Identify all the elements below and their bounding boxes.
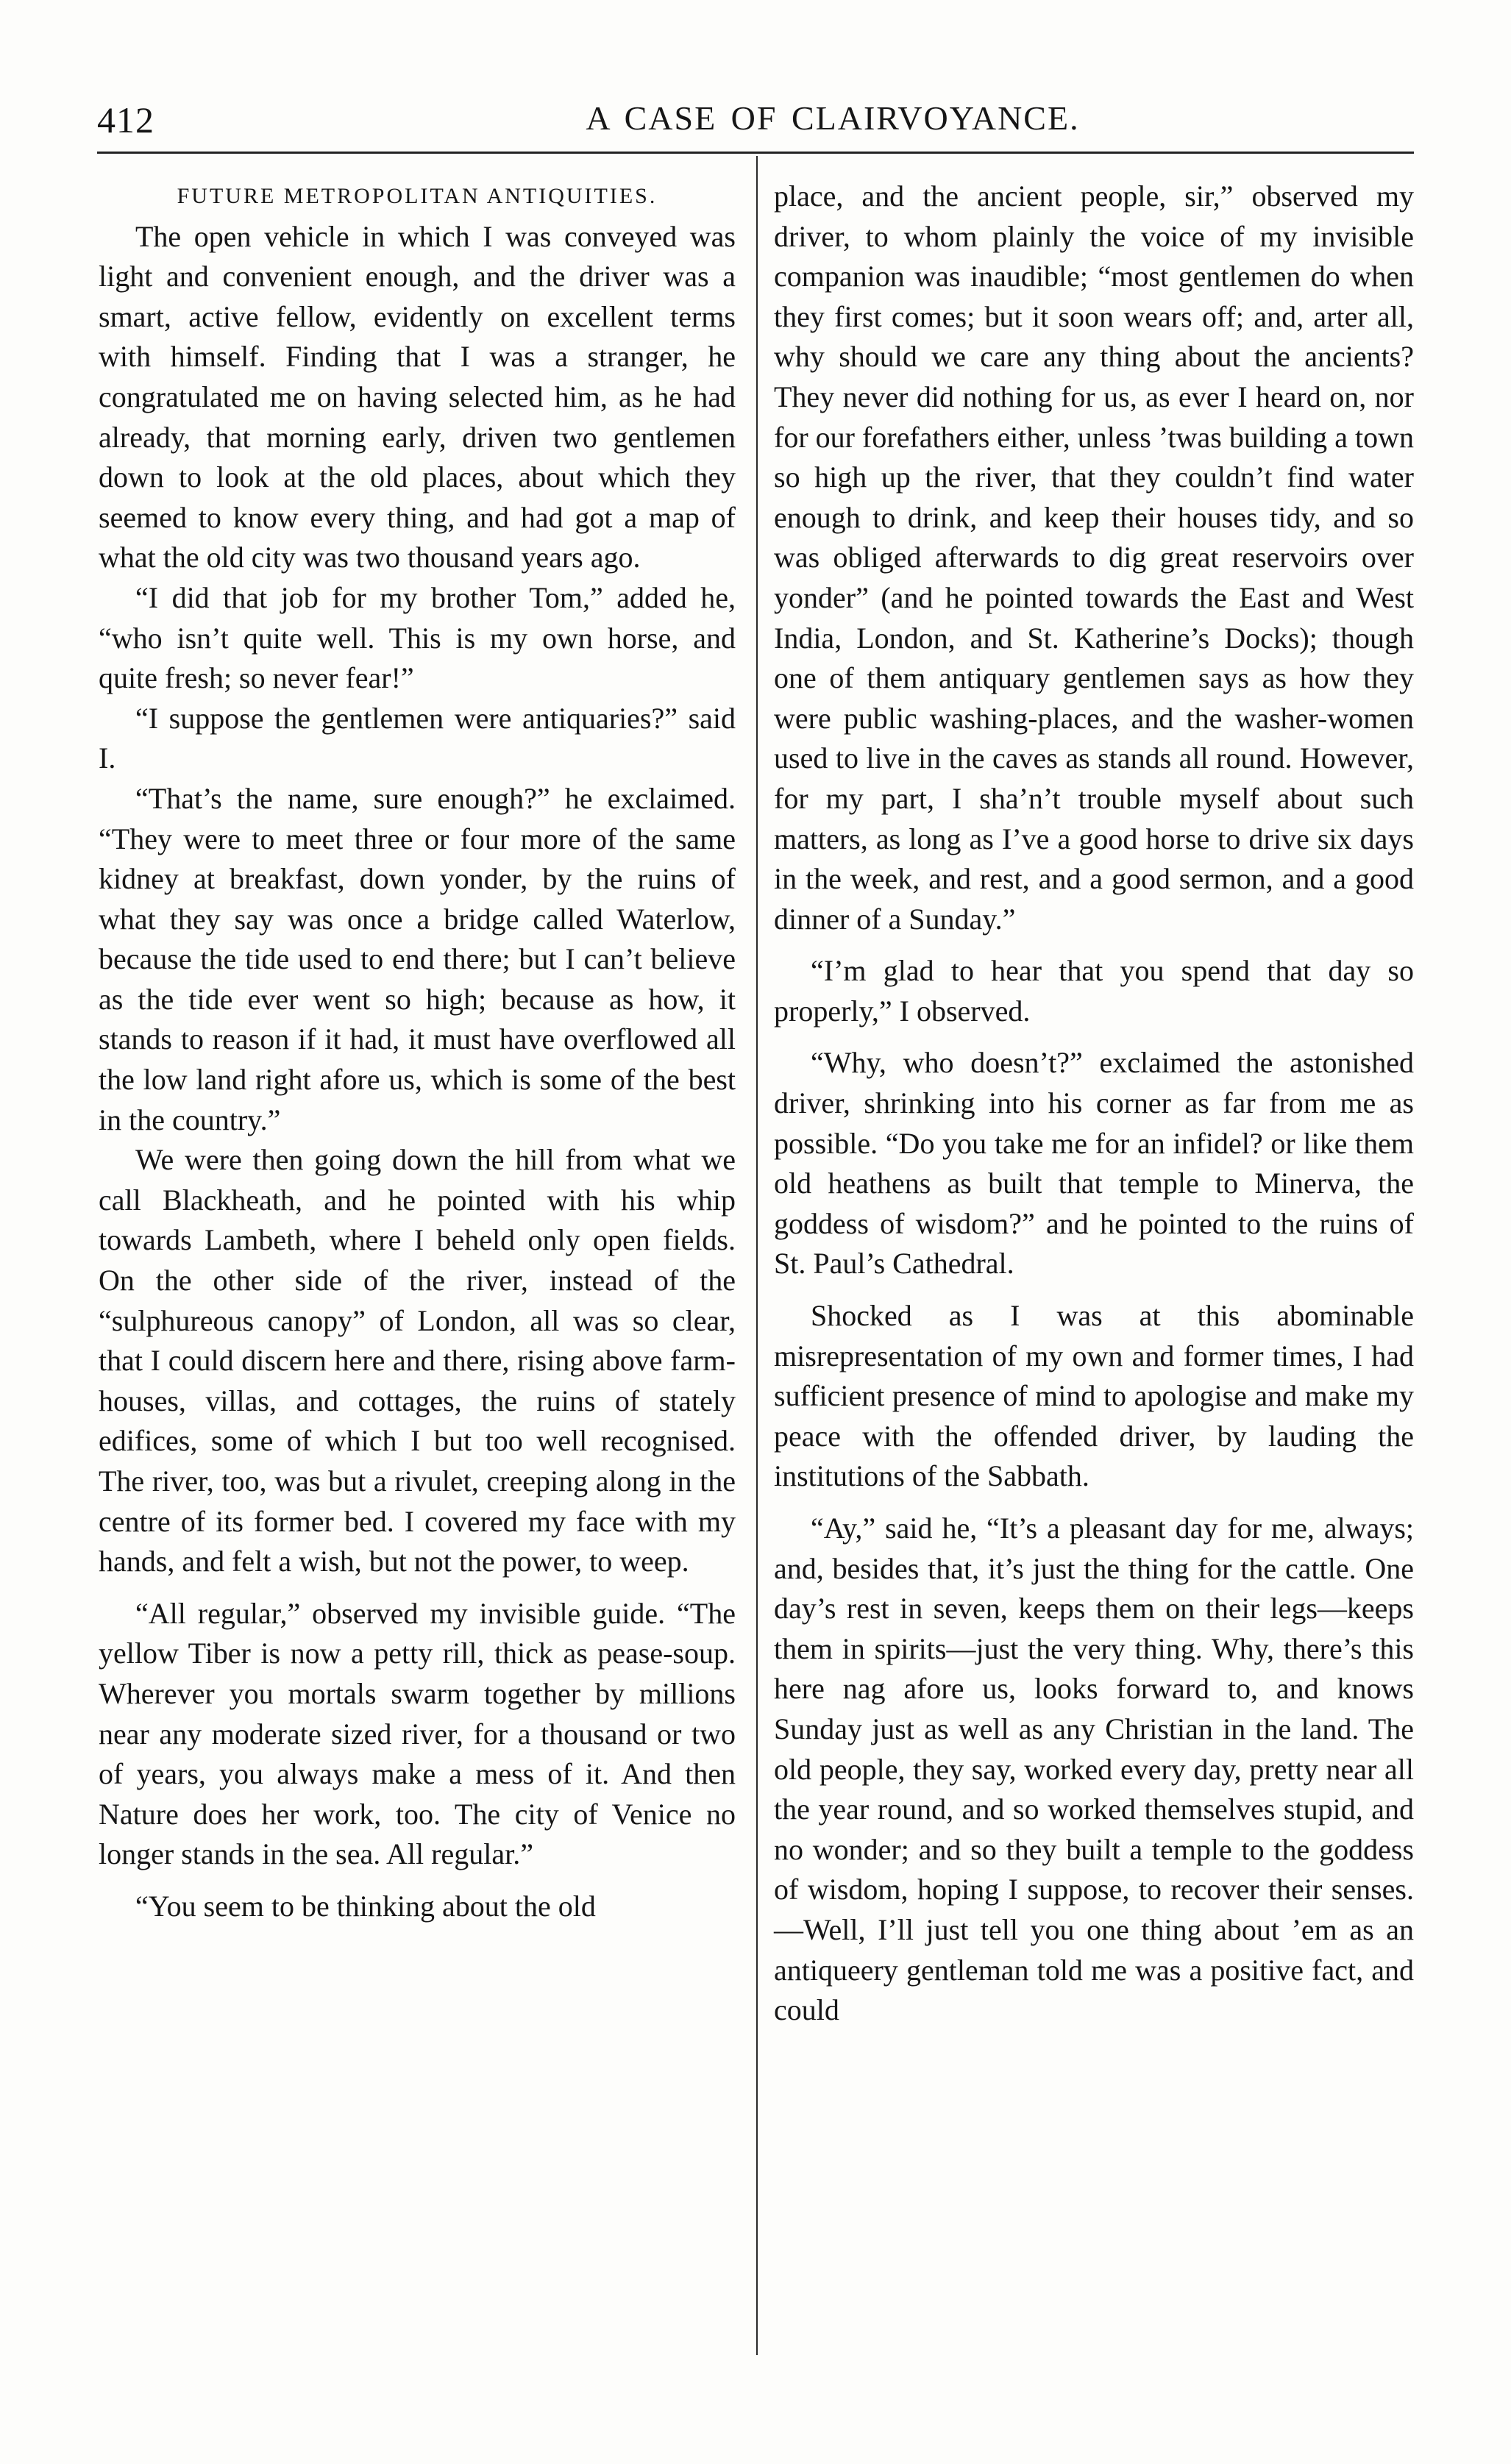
- paragraph: Shocked as I was at this abominable misrepresentation of my own and former times, I had sufficient presence of mind to apologise and make my peace with the offended driver, by lauding the institutions of the Sabbath.: [774, 1299, 1414, 1493]
- paragraph: “I suppose the gentlemen were antiquaries?” said I.: [99, 701, 736, 775]
- paragraph: “All regular,” observed my invisible guide. “The yellow Tiber is now a petty rill, thick as pease-soup. Wherever you mortals swarm together by millions near any moderate sized river, for a thousand or two of years, you always make a mess of it. And then Nature does her work, too. The city of Venice no longer stands in the sea. All regular.”: [99, 1596, 736, 1871]
- paragraph: “That’s the name, sure enough?” he exclaimed. “They were to meet three or four more of the same kidney at breakfast, down yonder, by the ruins of what they say was once a bridge called Waterlow, because the tide used to end there; but I can’t believe as the tide ever went so high; because as how, it stands to reason if it had, it must have overflowed all the low land right afore us, which is some of the best in the country.”: [99, 781, 736, 1136]
- page-number: 412: [97, 99, 154, 140]
- paragraph: “Ay,” said he, “It’s a pleasant day for me, always; and, besides that, it’s just the thing for the cattle. One day’s rest in seven, keeps them on their legs—keeps them in spirits—just the very thing. Why, there’s this here nag afore us, looks forward to, and knows Sunday just as well as any Christian in the land. The old people, they say, worked every day, pretty near all the year round, and so worked themselves stupid, and no wonder; and so they built a temple to the goddess of wisdom, hoping I suppose, to recover their senses.—Well, I’ll just tell you one thing about ’em as an antiqueery gentleman told me was a positive fact, and could: [774, 1511, 1414, 2027]
- left-column: [99, 177, 736, 1927]
- column-divider: [756, 156, 758, 2355]
- paragraph: place, and the ancient people, sir,” observed my driver, to whom plainly the voice of my invisible companion was inaudible; “most gentlemen do when they first comes; but it soon wears off; and, arter all, why should we care any thing about the ancients? They never did nothing for us, as ever I heard on, nor for our forefathers either, unless ’twas building a town so high up the river, that they couldn’t find water enough to drink, and keep their houses tidy, and so was obliged afterwards to dig great reservoirs over yonder” (and he pointed towards the East and West India, London, and St. Katherine’s Docks); though one of them antiquary gentlemen says as how they were public washing-places, and the washer-women used to live in the caves as stands all round. However, for my part, I sha’n’t trouble myself about such matters, as long as I’ve a good horse to drive six days in the week, and rest, and a good sermon, and a good dinner of a Sunday.”: [774, 179, 1414, 936]
- right-column: [774, 177, 1414, 2031]
- page-header: [97, 94, 1414, 150]
- paragraph: “Why, who doesn’t?” exclaimed the astonished driver, shrinking into his corner as far from me as possible. “Do you take me for an infidel? or like them old heathens as built that temple to Minerva, the goddess of wisdom?” and he pointed to the ruins of St. Paul’s Cathedral.: [774, 1046, 1414, 1281]
- running-title: A CASE OF CLAIRVOYANCE.: [586, 99, 1080, 137]
- paragraph: We were then going down the hill from what we call Blackheath, and he pointed with his whip towards Lambeth, where I beheld only open fields. On the other side of the river, instead of the “sulphureous canopy” of London, all was so clear, that I could discern here and there, rising above farm-houses, villas, and cottages, the ruins of stately edifices, some of which I but too well recognised. The river, too, was but a rivulet, creeping along in the centre of its former bed. I covered my face with my hands, and felt a wish, but not the power, to weep.: [99, 1143, 736, 1578]
- paragraph: “I’m glad to hear that you spend that day so properly,” I observed.: [774, 954, 1414, 1028]
- header-rule: [97, 152, 1414, 154]
- paragraph: The open vehicle in which I was conveyed was light and convenient enough, and the driver was a smart, active fellow, evidently on excellent terms with himself. Finding that I was a stranger, he congratulated me on having selected him, as he had already, that morning early, driven two gentlemen down to look at the old places, about which they seemed to know every thing, and had got a map of what the old city was two thousand years ago.: [99, 219, 736, 574]
- paragraph: “You seem to be thinking about the old: [135, 1889, 596, 1923]
- section-heading: FUTURE METROPOLITAN ANTIQUITIES.: [177, 184, 658, 208]
- paragraph: “I did that job for my brother Tom,” added he, “who isn’t quite well. This is my own horse, and quite fresh; so never fear!”: [99, 580, 736, 695]
